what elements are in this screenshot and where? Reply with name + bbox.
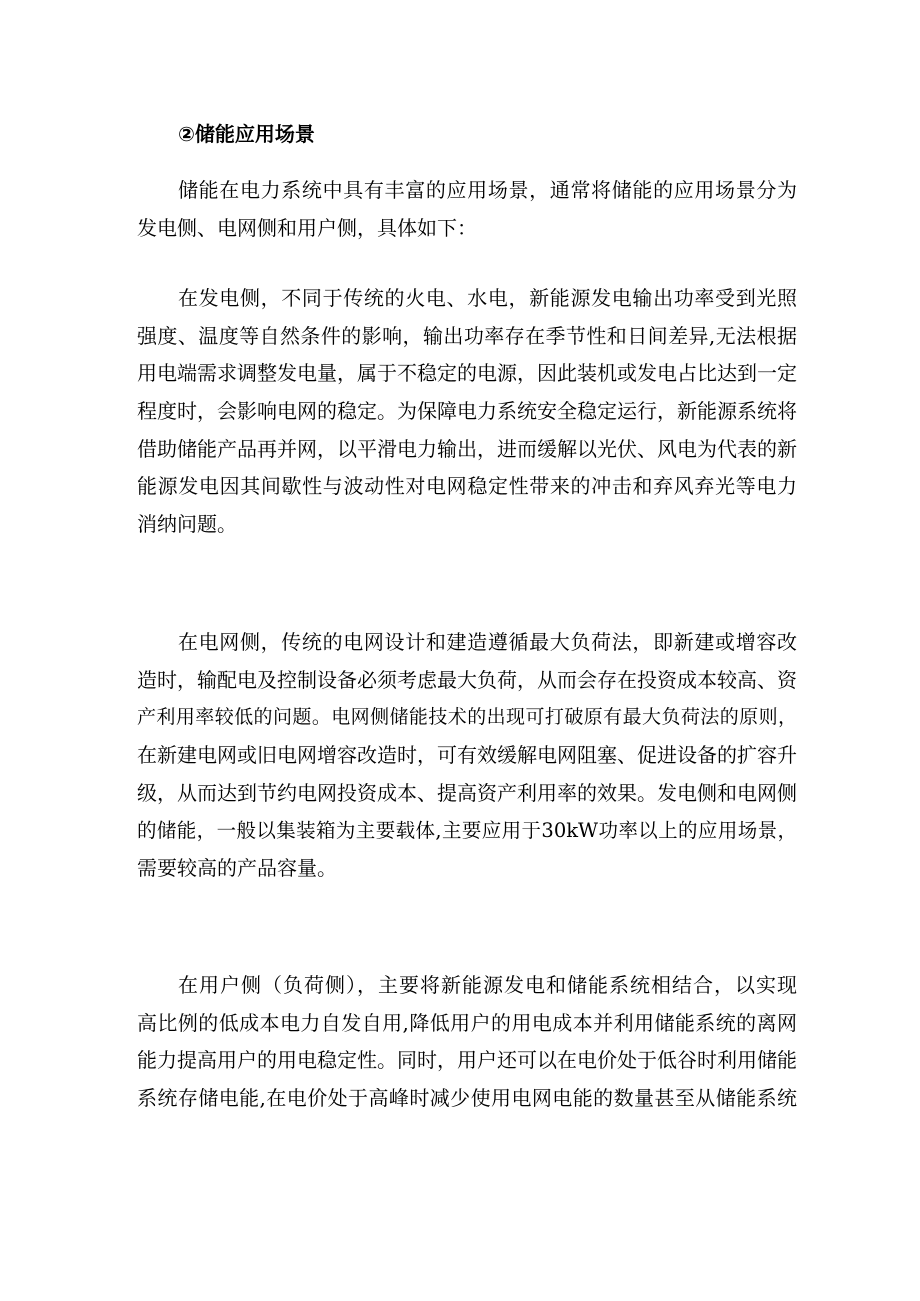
paragraph-line: 借助储能产品再并网，以平滑电力输出，进而缓解以光伏、风电为代表的新	[137, 436, 797, 461]
paragraph-grid-side	[137, 624, 797, 888]
paragraph-line: 在发电侧，不同于传统的火电、水电，新能源发电输出功率受到光照	[178, 286, 797, 310]
paragraph-line: 在电网侧，传统的电网设计和建造遵循最大负荷法，即新建或增容改	[178, 630, 797, 654]
paragraph-user-side	[137, 967, 797, 1118]
paragraph-line: 能力提高用户的用电稳定性。同时，用户还可以在电价处于低谷时利用储能	[137, 1048, 797, 1073]
paragraph-line: 产利用率较低的问题。电网侧储能技术的出现可打破原有最大负荷法的原则，	[137, 706, 797, 729]
paragraph-line: 系统存储电能,在电价处于高峰时减少使用电网电能的数量甚至从储能系统	[137, 1086, 797, 1111]
paragraph-line: 在新建电网或旧电网增容改造时，可有效缓解电网阻塞、促进设备的扩容升	[137, 743, 797, 768]
paragraph-intro	[137, 172, 797, 247]
paragraph-line: 造时，输配电及控制设备必须考虑最大负荷，从而会存在投资成本较高、资	[137, 667, 797, 692]
paragraph-line: 需要较高的产品容量。	[137, 856, 337, 881]
paragraph-line: 强度、温度等自然条件的影响，输出功率存在季节性和日间差异,无法根据	[137, 323, 797, 348]
paragraph-line: 在用户侧（负荷侧），主要将新能源发电和储能系统相结合，以实现	[178, 973, 797, 997]
paragraph-line: 发电侧、电网侧和用户侧，具体如下：	[137, 215, 477, 240]
paragraph-line: 能源发电因其间歇性与波动性对电网稳定性带来的冲击和弃风弃光等电力	[137, 474, 797, 499]
paragraph-generation-side	[137, 280, 797, 544]
paragraph-line: 的储能，一般以集装箱为主要载体,主要应用于30kW功率以上的应用场景，	[137, 819, 797, 843]
paragraph-line: 高比例的低成本电力自发自用,降低用户的用电成本并利用储能系统的离网	[137, 1010, 797, 1035]
paragraph-line: 消纳问题。	[137, 512, 237, 537]
paragraph-line: 储能在电力系统中具有丰富的应用场景，通常将储能的应用场景分为	[178, 178, 797, 202]
paragraph-line: 用电端需求调整发电量，属于不稳定的电源，因此装机或发电占比达到一定	[137, 361, 797, 386]
section-heading: ②储能应用场景	[178, 122, 315, 146]
paragraph-line: 程度时，会影响电网的稳定。为保障电力系统安全稳定运行，新能源系统将	[137, 399, 797, 424]
paragraph-line: 级，从而达到节约电网投资成本、提高资产利用率的效果。发电侧和电网侧	[137, 780, 797, 805]
